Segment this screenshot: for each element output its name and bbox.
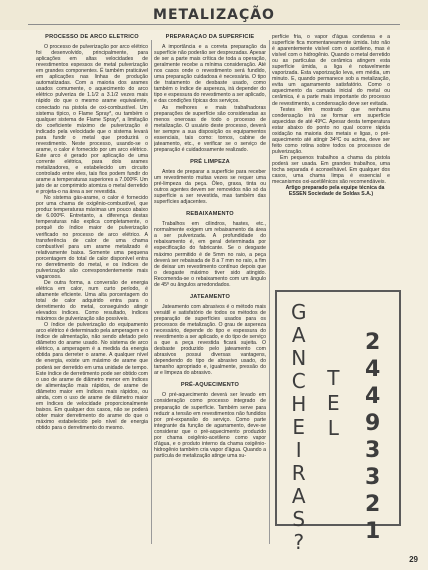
- heading-arco-eletrico: PROCESSO DE ARCO ELÉTRICO: [45, 34, 139, 40]
- ad-letter: A: [291, 484, 306, 508]
- heading-jateamento: JATEAMENTO: [189, 293, 231, 300]
- ad-letter: G: [291, 300, 307, 324]
- paragraph: O processo de pulverização por arco elétrico foi desenvolvido, principalmente, para aplicações em altas velocidades de revestimentos espessos de metal pulverização em grandes componentes. É também praticável em aplicações nas linhas de produção automatizadas. Com a maioria dos arames usados comumente, o aquecimento do arco elétrico pulveriza de 1.1/2 a 3.1/2 vezes mais rápido do que o mesmo arame equivalente, conectado na pistola de oxi-combustível. Um sistema típico, o Flame Spray*, ou também o qualquer sistema de Flame Spray*, a limitação do coeficiente máximo de pulverização é indicado pela velocidade que o sistema levará para fundir o metal que produzirá o revestimento. Neste processo, usando-se o arame, o calor é fornecido por um arco elétrico. Este arco é gerado por aplicação de uma corrente elétrica, para dois arames metalizadores, e estabelecido um circuito controlado entre eles, tais fios podem fundir do arame a temperaturas superiores a 7.000ºF. Um jato de ar comprimido atomiza o metal derretido e projeta-o na área a ser revestida.: [36, 44, 148, 196]
- article-column-1: [36, 34, 148, 552]
- paragraph: perfície fria, o vapor d'água condensa e a superfície fica momentaneamente úmida. Isto não é aparentemente visível com o acetileno, mas é visível com o hidrogênio. Quando o metal derretido ou as partículas de cerâmica atingem esta superfície úmida, a liga é notavelmente vaporizada. Esta vaporização leva, em média, um minuto. E, quando permanece sob a metalização, evita um agarramento satisfatório. Como o aquecimento da camada inicial do metal ou cerâmica, é a parte mais importante do processo de revestimento, a condensação deve ser evitada.: [272, 34, 390, 107]
- ad-letter: H: [291, 392, 307, 416]
- column-divider: [269, 40, 270, 544]
- ad-letter: E: [292, 415, 306, 439]
- column-divider: [151, 40, 152, 544]
- ad-digit: 2: [365, 330, 381, 355]
- ad-letter: T: [327, 366, 340, 390]
- heading-pre-aquecimento: PRÉ-AQUECIMENTO: [180, 382, 240, 389]
- ad-digit: 4: [365, 357, 381, 382]
- article-column-2: [154, 34, 266, 552]
- ad-letter: A: [291, 323, 306, 347]
- ad-word-tel: [327, 368, 340, 443]
- heading-pre-limpeza: PRÉ LIMPEZA: [190, 158, 230, 165]
- ad-word-ganchehiras: [291, 302, 307, 555]
- ad-digit: 3: [365, 438, 381, 463]
- ad-digit: 9: [365, 411, 381, 436]
- ad-letter: I: [295, 438, 302, 462]
- heading-preparacao: PREPARAÇÃO DA SUPERFÍCIE: [165, 34, 255, 40]
- ad-letter: C: [291, 369, 306, 393]
- paragraph: Trabalhos em cilindros, hastes, etc., normalmente exigem um rebaixamento da área a ser pulverizada. A profundidade do rebaixamento é, em geral determinada por especificação do fabricante. Se o desgaste máximo permitido é de 5mm no raio, a peça deverá ser rebaixada de 8 a 7 mm no raio, a fim de deixar um revestimento contínuo depois que o desgaste máximo tiver sido atingido. Recomenda-se o rebaixamento com um ângulo de 45º ou ângulos arredondados.: [154, 221, 266, 288]
- ad-letter: R: [291, 461, 306, 485]
- ad-phone-number: [365, 332, 380, 548]
- article-column-3: [272, 34, 390, 280]
- paragraph: Antes de preparar a superfície para receber um revestimento muitas vezes se requer uma pré-limpeza da peça. Óleo, graxa, tinta ou outros agentes devem ser removidos não só da superfície a ser revestida, mas também das superfícies adjacentes.: [154, 168, 266, 206]
- page-number: 29: [409, 555, 418, 564]
- ad-letter: N: [291, 346, 307, 370]
- ad-digit: 3: [365, 465, 381, 490]
- ad-letter: L: [327, 416, 339, 440]
- paragraph: O pré-aquecimento deverá ser levado em consideração como processo integrado de preparação de superfície. Também serve para reduzir a tensão em revestimentos não fundidos por pré-expansão do serviço. Como parte integrante da função de agarramento, deve-se considerar que o pré-aquecimento produzido por chama oxigênio-acetileno como vapor d'água, e o produto interno da chama oxigênio-hidrogênio também cria vapor d'água. Quando a partícula de metalização atinge uma su-: [154, 392, 266, 459]
- paragraph: As melhores e mais trabalhadoras preparações de superfície são consideradas as menos onerosas de todo o processo de metalização. O usuário deste processo, deverá ter sempre a sua disposição os equipamentos essenciais, tais como: tornos, cabine de jateamento, etc., e verificar se o serviço de preparação é cuidadosamente realizado.: [154, 104, 266, 153]
- paragraph: O índice de pulverização do equipamento arco elétrico é determinado pela amperagem e o índice de alimentação, não sendo afetado pelo diâmetro do arame usado. No sistema de arco elétrico, a amperagem é a medida da energia obtida para derreter o arame. A qualquer nível de energia, existe um máximo de arame que poderá ser derretido em uma unidade de tempo. Este índice de derretimento pode ser obtido com o uso de arame de diâmetro menor em índices de alimentação mais rápidos, de arame de diâmetro maior em índices mais rápidos, ou ainda, com o uso de arame de diâmetro maior em índices de velocidade proporcionalmente baixos. Em qualquer dos casos, não se poderá obter maior derretimento do arame do que o máximo estabelecido pelo nível de energia obtido para o derretimento do mesmo.: [36, 322, 148, 431]
- heading-rebaixamento: REBAIXAMENTO: [186, 211, 234, 218]
- paragraph: De outra forma, a conversão de energia elétrica em calor, num curto período, é altamente eficiente. Uma alta porcentagem do total de calor adquirido entra para o derretimento do metal, conseguindo atingir elevados índices. Como resultado, índices máximos de pulverização são possíveis.: [36, 279, 148, 323]
- paragraph: No sistema gás-arame, o calor é fornecido por uma chama de oxigênio-combustível, que produz temperaturas máximas um pouco abaixo de 6.000ºF. Entretanto, a diferença destas temperaturas não explica completamente, o porquê do índice maior de pulverização verificado no processo de arco elétrico. A transferência de calor de uma chama combustível para um arame metalizado é relativamente baixa. Somente uma pequena porcentagem do total de calor disponível entra no derretimento do metal, e os índices de pulverização são correspondentemente mais vagarosos.: [36, 195, 148, 280]
- paragraph: Em pequenos trabalhos a chama da pistola poderá ser usada. Em grandes trabalhos, uma tocha separada é aconselhável. Em qualquer dos casos, uma chama limpa é essencial e mecanismos oxi-acetilênicos são recomendáveis.: [272, 154, 390, 186]
- ad-letter: S: [292, 507, 306, 531]
- title-divider: [28, 24, 400, 25]
- paragraph: A importância e a correta preparação da superfície não poderão ser desprezadas. Apesar de ser a parte mais crítica de toda a operação, geralmente recebe a mínima consideração. Até nos casos onde o revestimento será fundido, uma preparação cuidadosa é necessária. O tipo de tratamento de desbaste usado, como também o índice de aspereza, irá depender do tipo e espessura do revestimento a ser aplicado, e das condições típicas dos serviços.: [154, 44, 266, 105]
- ad-digit: 4: [365, 384, 381, 409]
- section-title: METALIZAÇÃO: [153, 7, 275, 23]
- paragraph: Jateamento com abrasivos é o método mais versátil e satisfatório de todos os métodos de preparação de superfícies usados para os processos de metalização. O grau de aspereza necessário, depende do tipo e espessura do revestimento a ser aplicado, e do tipo de serviço a que a peça revestida ficará sujeita. O desbaste produzido pelo jateamento com abrasivos possui diversas vantagens, dependendo do tipo de abrasivo usado, do tamanho apropriado e, igualmente, pressão do ar e limpeza do abrasivo.: [154, 303, 266, 377]
- article-credit: Artigo preparado pela equipe técnica da ESSEN Sociedade de Soldas S.A.): [285, 185, 385, 198]
- ad-digit: 1: [365, 519, 381, 544]
- paragraph: Testes têm mostrado que nenhuma condensação irá se formar em superfície aquecidas de até 49ºC. Apesar desta temperatura estar abaixo do ponto no qual ocorre rápida oxidação na maioria dos metais e ligas, o pré-aquecimento até atingir 34ºC ou acima, deve ser feito como rotina sobre todos os processos de pulverização.: [272, 106, 390, 155]
- advertisement-box: [275, 290, 401, 554]
- ad-letter: E: [327, 391, 340, 415]
- ad-letter: ?: [293, 530, 305, 554]
- ad-digit: 2: [365, 492, 381, 517]
